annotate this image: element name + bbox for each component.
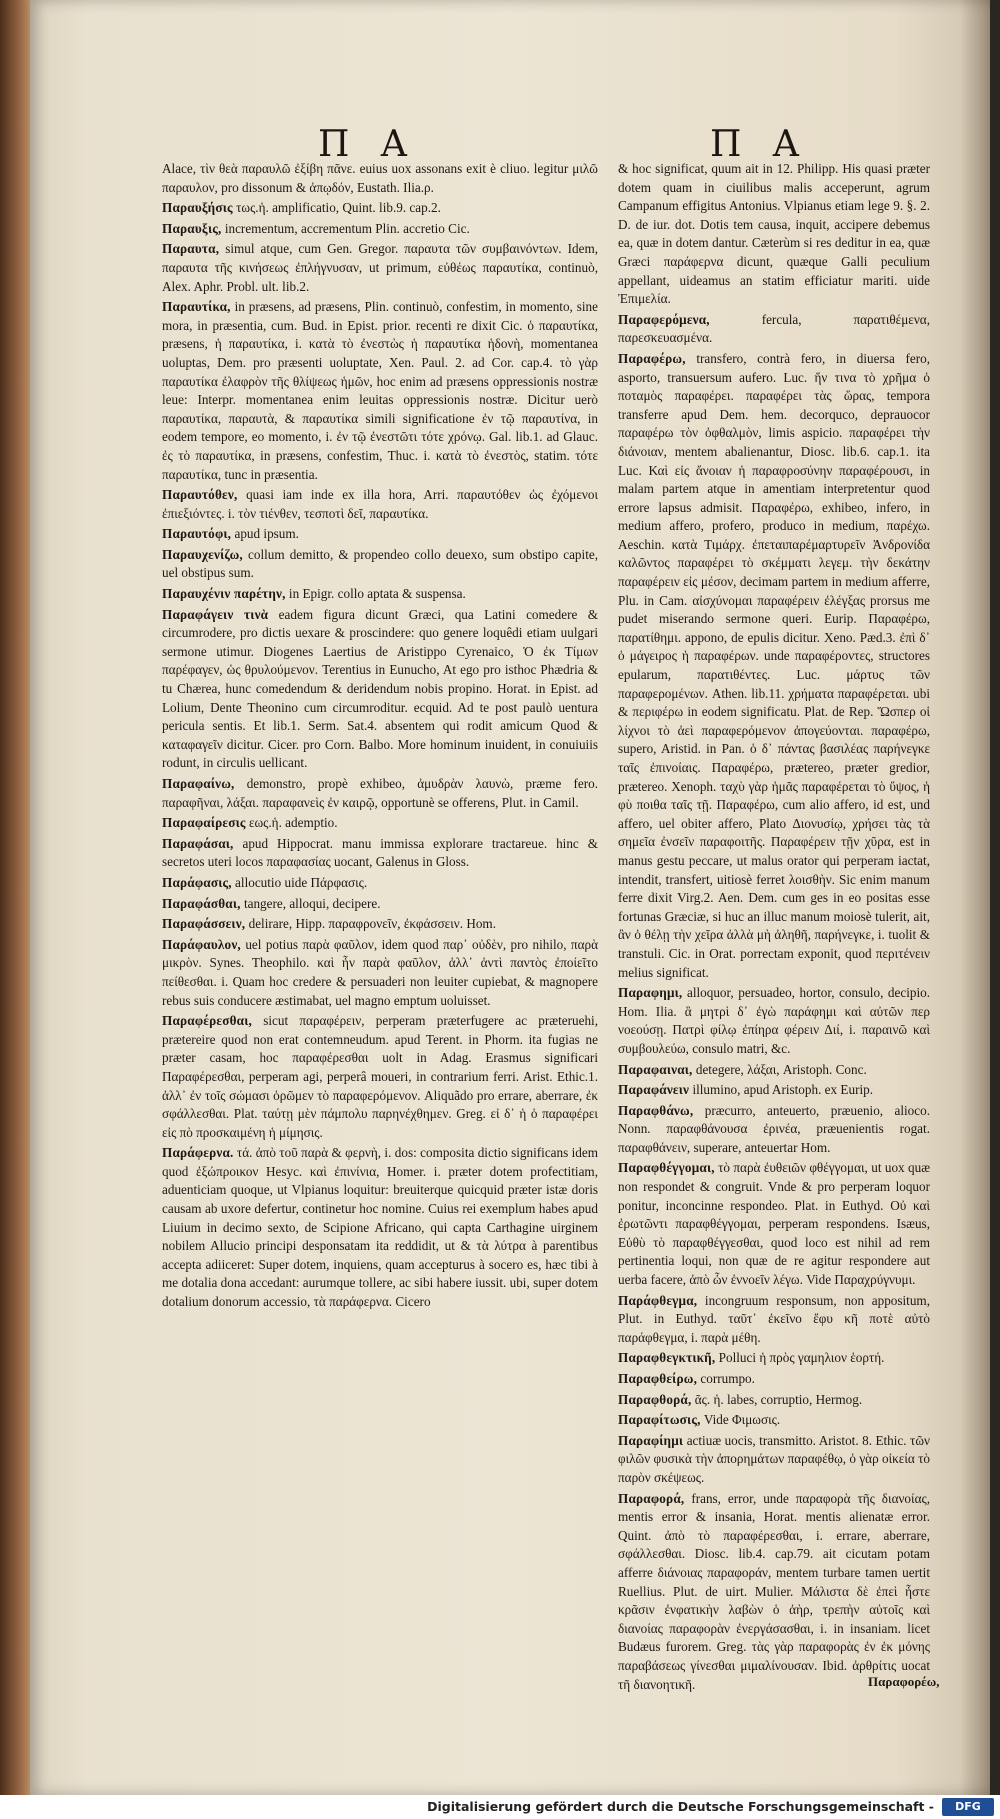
dictionary-entry — [618, 160, 930, 309]
entry-text: εως.ἡ. ademptio. — [248, 815, 338, 831]
dictionary-entry — [618, 1370, 930, 1389]
dictionary-entry — [162, 585, 598, 604]
dictionary-entry — [618, 1349, 930, 1368]
entry-headword: Παραφάγειν τινὰ — [162, 606, 269, 622]
entry-headword: Παραφαιναι, — [618, 1061, 693, 1077]
dictionary-entry — [162, 814, 598, 833]
entry-headword: Παραυχένιν παρέτην, — [162, 586, 286, 602]
entry-headword: Παραφάσσειν, — [162, 916, 246, 932]
book-spine-edge — [0, 0, 34, 1795]
entry-text: in Epigr. collo aptata & suspensa. — [288, 586, 466, 602]
dictionary-entry — [162, 874, 598, 893]
dictionary-entry — [618, 1490, 930, 1695]
entry-headword: Παραφίτωσις, — [618, 1412, 701, 1428]
running-head-right: Π Α — [710, 124, 809, 165]
entry-headword: Παραφθάνω, — [618, 1102, 694, 1118]
entry-headword: Παράφερνα. — [162, 1145, 234, 1161]
entry-headword: Παραφθεγκτικῆ, — [618, 1350, 716, 1366]
entry-headword: Παραφέρεσθαι, — [162, 1013, 252, 1029]
dictionary-entry — [162, 486, 598, 523]
dictionary-entry — [162, 199, 598, 218]
dictionary-entry — [162, 936, 598, 1010]
entry-headword: Παραυτόθεν, — [162, 487, 238, 503]
entry-headword: Παραφάσαι, — [162, 835, 234, 851]
dictionary-entry — [162, 915, 598, 934]
dictionary-entry — [618, 350, 930, 982]
entry-text: apud ipsum. — [234, 526, 299, 542]
entry-headword: Παράφθεγμα, — [618, 1292, 698, 1308]
entry-headword: Παραφερόμενα, — [618, 311, 710, 327]
dictionary-entry — [618, 1159, 930, 1289]
entry-text: Alace, τὶν θεὰ παραυλῶ ἐξίβη πᾶνε. euius uox assonans exit è cliuo. legitur μιλῶ παραυλον, pro dissonum & ἀπῳδόν, Eustath. Ilia.ρ. — [162, 161, 598, 195]
entry-text: Vide Φιμωσις. — [703, 1412, 781, 1428]
dictionary-entry — [162, 546, 598, 583]
entry-headword: Παραυξις, — [162, 220, 222, 236]
entry-headword: Παραφθέγγομαι, — [618, 1160, 715, 1176]
entry-text: τὸ παρὰ ἐυθειῶν φθέγγομαι, ut uox quæ non respondet & congruit. Vnde & pro perperam loquor ponitur, inconcinne respondeo. Plat. in Euthyd. Οὐ καὶ ἐρωτῶντι παραφθέγγομαι, perperam respondens. Isæus, Εὐθὺ τὸ παραφθέγγεσθαι, quod loco est nihil ad rem pertinentia loqui, non quæ de re agitur respondere aut uerba facere, ἀπὸ ὧν ἐννοεῖν λέγω. Vide Παραχρύγνυμι. — [618, 1160, 930, 1288]
gutter-shadow — [960, 0, 990, 1795]
entry-headword: Παραυχενίζω, — [162, 546, 243, 562]
entry-text: actiuæ uocis, transmitto. Aristot. 8. Ethic. τῶν φιλῶν φυσικὰ τὴν ἀπορημάτων παραφέθῳ, ὁ γὰρ οἰκεία τὸ παρὸν σκέψεως. — [618, 1432, 930, 1485]
dictionary-entry — [162, 1012, 598, 1142]
entry-text: præcurro, anteuerto, præuenio, alioco. Nonn. παραφθάνουσα ἐρινέα, præuenientis rogat. παραφθάνειν, superare, anteuertar Hom. — [618, 1102, 930, 1155]
dictionary-entry — [618, 311, 930, 348]
entry-text: illumino, apud Aristoph. ex Eurip. — [692, 1082, 874, 1098]
dictionary-entry — [162, 606, 598, 773]
entry-text: fercula, παρατιθέμενα, παρεσκευασμένα. — [618, 311, 930, 346]
entry-headword: Παραφέρω, — [618, 350, 686, 366]
entry-text: apud Hippocrat. manu immissa explorare tractareue. hinc & secretos uteri locos παραφασίας uocant, Galenus in Gloss. — [162, 835, 598, 870]
entry-headword: Παραυξήσις — [162, 200, 233, 216]
entry-text: allocutio uide Πάρφασις. — [235, 874, 368, 890]
entry-headword: Παραφαίρεσις — [162, 815, 246, 831]
dictionary-entry — [162, 525, 598, 544]
entry-text: eadem figura dicunt Græci, qua Latini comedere & circumrodere, pro dictis uexare & proscindere: quo genere loquêdi etiam uulgari sermone utimur. Diogenes Laertius de Aristippo Cyrenaico, Ὁ ἐκ Τίμων παρέφαγεν, ὡς θρυλούμενον. Terentius in Eunucho, At ego pro isthoc Phædria & tu Chærea, hunc comedendum & deridendum nobis propino. Horat. in Epist. ad Lolium, Dente Theonino cum circumroditur. ecquid. Ad te post paulò uentura pericula sentis. Et lib.1. Serm. Sat.4. absentem qui rodit amicum Quod & καταφαγεῖν dicitur. Cicer. pro Corn. Balbo. More hominum inuident, in conuiuiis rodunt, in circulis uellicant. — [162, 606, 599, 771]
entry-headword: Παραυτα, — [162, 241, 220, 257]
entry-headword: Παραφθείρω, — [618, 1371, 698, 1386]
entry-headword: Παραφάνειν — [618, 1082, 690, 1098]
dictionary-entry — [618, 1391, 930, 1410]
entry-text: τως.ἡ. amplificatio, Quint. lib.9. cap.2. — [236, 200, 441, 216]
entry-text: & hoc significat, quum ait in 12. Philipp. His quasi præter dotem quam in ciuilibus malis acceperunt, agrum Campanum effigitus Antonius. Vlpianus etiam lege 9. §. 2. D. de iur. dot. Dotis tem causa, inquit, accipere debemus ea, quæ in dotem dantur. Cæterùm si res deditur in ea, quæ Græci παράφερνα dicunt, quæque Galli peculium appellant, uideamus an statim efficiatur mariti. uide Ἐπιμελία. — [618, 161, 930, 307]
dfg-logo: DFG — [942, 1798, 994, 1816]
entry-text: sicut παραφέρειν, perperam præterfugere ac præteruehi, prætereire quod non erat contemneudum. apud Terent. in Phorm. ita fugias ne præter casam, hoc παραφέρεσθαι uolt in Adag. Erasmus significari Παραφέρεσθαι, perperam agi, perperâ moueri, in contrarium ferri. Arist. Ethic.1. ἀλλ᾽ ἐν τοῖς σώμασι ὁρῶμεν τὸ παραφερόμενον. Aliquãdo pro errare, aberrare, ἐκ σφάλλεσθαι. Plat. ταύτῃ μὲν πάμπολυ παρηνέχθημεν. Greg. εἰ δ᾽ ἡ ὁ παραφέρει εἰς πὸ προσκαιμένη ἡ μίμησις. — [162, 1013, 598, 1140]
footer-bar — [0, 1795, 1000, 1819]
left-column — [162, 160, 598, 1680]
entry-headword: Παραφθορά, — [618, 1391, 692, 1407]
dictionary-entry — [162, 220, 598, 239]
entry-headword: Παράφαυλον, — [162, 936, 241, 952]
entry-headword: Παραφορά, — [618, 1490, 685, 1506]
entry-text: alloquor, persuadeo, hortor, consulo, decipio. Hom. Ilia. ἃ μητρὶ δ᾽ ἐγὼ παράφημι καὶ αὐτῶν περ νοεούσῃ. Πατρὶ φίλῳ ἐπίηρα φέρειν Διί, i. παραινῶ καὶ συμβουλεύω, consulo matri, &c. — [618, 985, 931, 1056]
dictionary-entry — [618, 1102, 930, 1158]
entry-text: demonstro, propè exhibeo, ἀμυδρὰν λαυνὼ, præme fero. παραφῆναι, λάξαι. παραφανεὶς ἐν καιρῷ, opportunè se offerens, Plut. in Camil. — [162, 776, 599, 810]
entry-text: transfero, contrà fero, in diuersa fero, asporto, transuersum aufero. Luc. ἥν τινα τὸ χρῆμα ὁ ποταμὸς παραφέρει. παραφέρει τὰς ὥρας, tempora transferre apud Dem. hem. decorquco, deprauocor παραφέρω τὸν ὀφθαλμὸν, limis aspicio. παραφέρει τὴν διάνοιαν, mentem abalienantur, Diosc. lib.6. cap.1. ita Luc. Καὶ εἰς ἄνοιαν ἡ παραφροσύνην παραφέρουσι, in malam partem atque in amentiam interpretentur quod errore lapsus admisit. Παραφέρω, exhibeo, infero, in medium affero, profero, produco in medium, παρέχω. Aeschin. κατὰ Τιμάρχ. ἐπεταιπαρέμαρτυρεῖν Ἀνδρονίδα καλῶντος παραφέρει τὸ σκέμματι λεγεμ. τὴν δεκάτην παραφέρειν εἰς μέσον, decimam partem in medium afferre, Plu. in Cam. αἰσχύνομαι παραφέρειν ἐλέγξας prorsus me pudet miserando sermone queri. Eurip. Παραφέρω, παρατίθημι. appono, de epulis dicitur. Xeno. Pæd.3. ἐπὶ δ᾽ ὁ μάγειρος ἡ παραφέρων. unde παραφέροντες, structores epularum, παρατιθέντες. Luc. μάρτυς τῶν παραφερομένων. Athen. lib.11. χρήματα παραφέρεται. ubi & περιφέρω in eodem significatu. Plat. de Rep. Ὥσπερ οἱ λίχνοι τὸ ἀεὶ παραφερόμενον ἀπογεύονται. παραφέρω, supero, Aristid. in Pan. ὁ δ᾽ πάντας βασιλέας παρήνεγκε ταῖς ἐπινοίαις. Παραφέρω, prætereo, præter gredior, prætereo. Xenoph. ταχὺ γὰρ ἡμᾶς παραφέρεται τὸ ὕψος, ἡ φὺ ποιθα ταῖς τῇ. Παραφέρω, cum alio affero, id est, und affero, uel obiter affero, Plato Διονυσίῳ, χρήσει τὰς τὰ σημεῖα ἐνσεῖν παραφοιτῆς. Παραφέρειν τῇν χῦρα, est in manus gestu peccare, ut malus orator qui perperam iactat, intendit, transfert, uitiosè ferret λοισθὴν. Sic enim manum ferre dixit Virg.2. Aen. Dem. cum ges in eo positas esse fortunas Græciæ, si huc an illuc manum moiosè tulerit, ait, ἂν ὁ θέλῃ τὴν χεῖρα ἀλλὰ μὴ ἀληθῆ, παρήνεγκε, i. tuolit & transtuli. Cic. in Orat. porrectam exponit, quod περιτένειν melius significat. — [618, 350, 930, 980]
entry-text: in præsens, ad præsens, Plin. continuò, confestim, in momento, sine mora, in præsentia, cum. Bud. in Epist. prior. recenti re dixit Cic. ὁ παραυτίκα, præsens, ἡ παραυτίκα, i. κατὰ τὸ ἐνεστὼς ἡ παραυτίκα ἡδονὴ, momentanea uoluptas, Dem. pro præsenti uoluptate, Xen. Paul. 2. ad Cor. cap.4. τὸ γὰρ παραυτίκα ἐλαφρὸν τῆς θλίψεως ἡμῶν, hoc enim ad præsens oppressionis nostræ leue: Interpr. momentanea enim leuitas oppressionis nostræ. Dicitur uerò παραυτίκα, παραυτὰ, & παραυτίκα simili significatione ἐν τῷ παραυτίνα, in eodem tempore, eo momento, i. ἐν τῷ ἐνεστῶτι τότε χρόνῳ. Gal. lib.1. ad Glauc. ἐς τὸ παραυτίκα, in præsens, confestim, Thuc. i. κατὰ τὸ ἐνεστὸς, statim. τότε παραυτίκα, tunc in præsentia. — [162, 299, 598, 482]
entry-headword: Παραφίημι — [618, 1432, 684, 1448]
entry-text: frans, error, unde παραφορὰ τῆς διανοίας, mentis error & insania, Horat. mentis alienatæ error. Quint. ἀπὸ τὸ παραφέρεσθαι, i. errare, aberrare, σφάλλεσθαι. Diosc. lib.4. cap.79. ait cicutam potam afferre διάνοιας παραφοράν, mentem turbare tamen uertit Ruellius. Plut. de uirt. Mulier. Μάλιστα δὲ ἐπεὶ ἦστε κρᾶσιν ἐνφατικὴν λαβὼν ὁ ἀὴρ, τρεπὴν αὐτοῖς καὶ διανοίας παραφορὰν ἐνεργάσασθαι, i. in insaniam. licet Budæus furorem. Greg. τὰς γὰρ παραφορὰς ἐν ἐκ μόνης παραβάσεως γίνεσθαι μιμαλίνουσαν. Ibid. ἀρθρίτις uocat τῆ διανοητικῆ. — [618, 1490, 931, 1692]
dictionary-entry — [162, 298, 598, 484]
dictionary-entry — [618, 1061, 930, 1080]
entry-text: incrementum, accrementum Plin. accretio Cic. — [224, 220, 470, 236]
entry-text: tangere, alloqui, decipere. — [243, 895, 381, 911]
dictionary-entry — [162, 1144, 598, 1311]
running-head-left: Π Α — [318, 124, 417, 165]
entry-text: incongruum responsum, non appositum, Plut. in Euthyd. ταῦτ᾽ ἐκεῖνο ἔφυ κῆ ποτὲ αὐτὸ παράφθεγμα, i. παρὰ μέθη. — [618, 1292, 930, 1345]
dictionary-entry — [618, 1432, 930, 1488]
dictionary-entry — [162, 240, 598, 296]
entry-text: Polluci ἡ πρὸς γαμηλιον ἑορτή. — [718, 1350, 885, 1366]
entry-text: simul atque, cum Gen. Gregor. παραυτα τῶν συμβαινόντων. Idem, παραυτα τῆς κινήσεως ἐπλήγνυσαν, ut primum, εὐθέως παραυτίκα, continuò, Alex. Aphr. Probl. ult. lib.2. — [162, 241, 598, 294]
entry-text: uel potius παρὰ φαῦλον, idem quod παρ᾽ οὐδὲν, pro nihilo, παρὰ μικρὸν. Synes. Theophilo. καὶ ἦν παρὰ φαῦλον, ἀλλ᾽ ἀντὶ παντὸς ἐποίεῖτο πείθεσθαι. i. Quam hoc credere & persuaderi non leuiter cupiebat, & magnopere rebus suis conducere æstimabat, uel magno emptum uoluisset. — [162, 936, 598, 1008]
entry-headword: Παραφάσθαι, — [162, 895, 241, 911]
dictionary-entry — [618, 984, 930, 1058]
entry-headword: Παραυτίκα, — [162, 299, 231, 315]
dictionary-entry — [162, 160, 598, 197]
entry-headword: Παραφαίνω, — [162, 776, 235, 791]
entry-text: quasi iam inde ex illa hora, Arri. παραυτόθεν ὡς ἐχόμενοι ἐπιεξιόντες. i. τὸν τιένθεν, τεσποτὶ δεῖ, παραυτίκα. — [162, 487, 599, 521]
dictionary-entry — [618, 1081, 930, 1100]
dictionary-entry — [162, 895, 598, 914]
entry-headword: Παραφημι, — [618, 985, 683, 1001]
entry-text: detegere, λάξαι, Aristoph. Conc. — [695, 1061, 867, 1077]
funding-credit: Digitalisierung gefördert durch die Deutsche Forschungsgemeinschaft - — [427, 1799, 934, 1814]
entry-headword: Παράφασις, — [162, 874, 232, 890]
dictionary-entry — [162, 775, 598, 812]
dictionary-entry — [618, 1292, 930, 1348]
catchword: Παραφορέω, — [868, 1674, 940, 1689]
entry-text: τά. ἀπὸ τοῦ παρὰ & φερνὴ, i. dos: composita dictio significans idem quod ἐξώπροικον Hesyc. καὶ ἐπινίνια, Homer. i. præter dotem profectitiam, aduenticiam quoque, ut Vlpianus loquitur: breuiterque quicquid præter istæ doris causam ab uxore defertur, continetur hoc nomine. Cuius rei exemplum habes apud Liuium in decimo sexto, de Scipione Africano, qui capta Carthagine uirginem nobilem Allucio principi desponsatam ita reddidit, ut & τὰ λύτρα à parentibus accepta adiiceret: Super dotem, inquiens, quam accepturus à socero es, hæc tibi à me dotalia dona accedant: aurumque tollere, ac sibi habere iussit. ubi, super dotem dotalium donorum accessio, τὰ παράφερνα. Cicero — [162, 1145, 598, 1310]
dictionary-entry — [618, 1411, 930, 1430]
entry-headword: Παραυτόφι, — [162, 526, 232, 542]
entry-text: collum demitto, & propendeo collo deuexo, sum obstipo capite, uel obstipus sum. — [162, 546, 599, 581]
dictionary-entry — [162, 835, 598, 872]
entry-text: ᾶς. ἡ. labes, corruptio, Hermog. — [694, 1391, 863, 1407]
entry-text: corrumpo. — [700, 1371, 755, 1386]
entry-text: delirare, Hipp. παραφρονεῖν, ἐκφάσσειν. Hom. — [248, 916, 496, 932]
